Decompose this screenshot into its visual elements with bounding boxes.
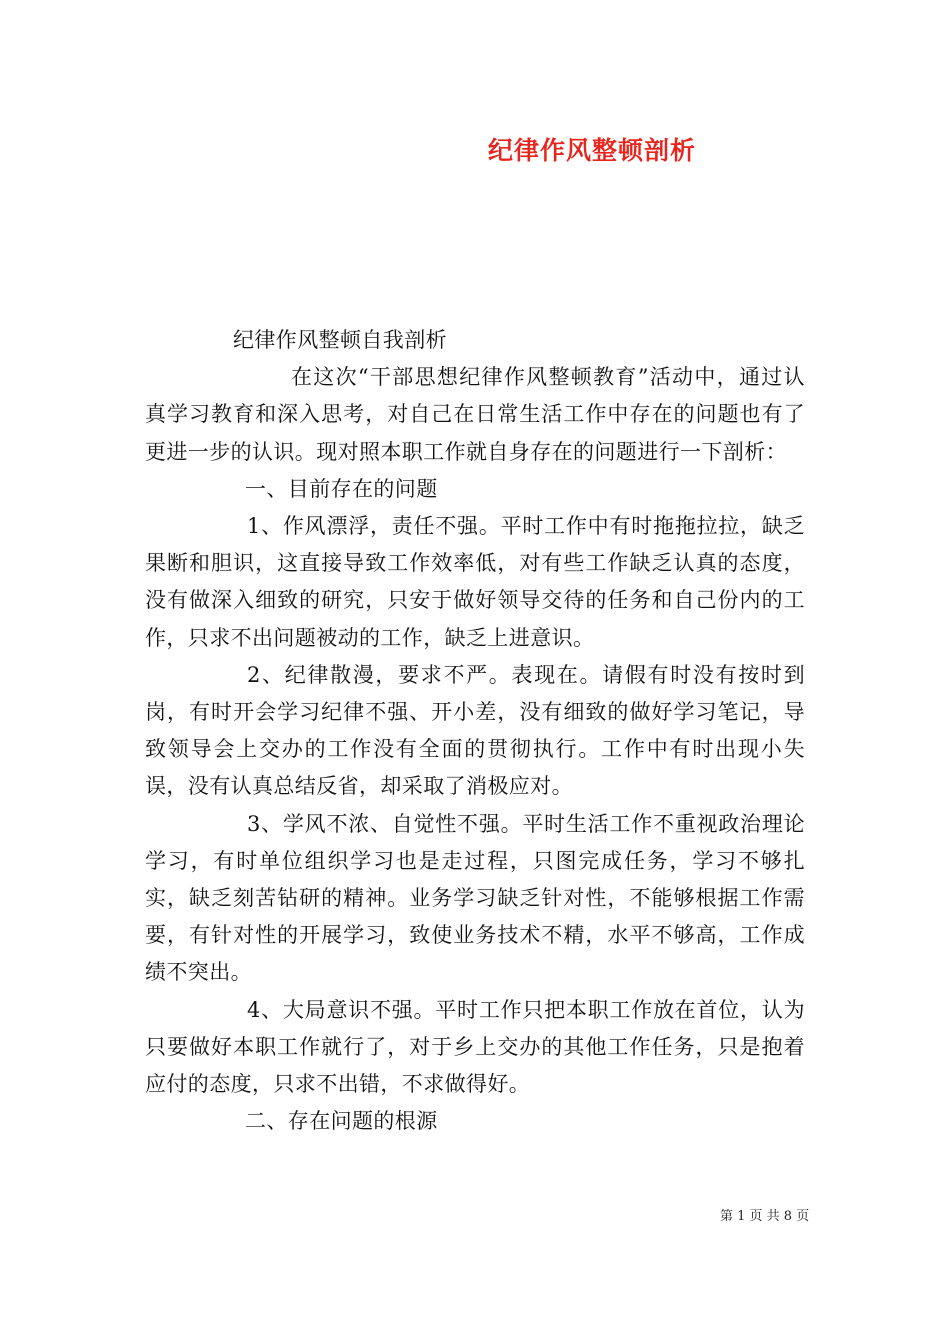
section-heading-problems: 一、目前存在的问题 [245,476,438,501]
intro-paragraph: 在这次“干部思想纪律作风整顿教育”活动中，通过认真学习教育和深入思考，对自己在日常生活工作中存在的问题也有了更进一步的认识。现对照本职工作就自身存在的问题进行一下剖析： [145,365,805,464]
problem-item-3: 3、学风不浓、自觉性不强。平时生活工作不重视政治理论学习，有时单位组织学习也是走过程，只图完成任务，学习不够扎实，缺乏刻苦钻研的精神。业务学习缺乏针对性，不能够根据工作需要，有针对性的开展学习，致使业务技术不精，水平不够高，工作成绩不突出。 [145,811,805,985]
document-body [145,322,805,1140]
document-subtitle: 纪律作风整顿自我剖析 [233,328,447,352]
problem-item-2: 2、纪律散漫，要求不严。表现在。请假有时没有按时到岗，有时开会学习纪律不强、开小差，没有细致的做好学习笔记，导致领导会上交办的工作没有全面的贯彻执行。工作中有时出现小失误，没有认真总结反省，却采取了消极应对。 [145,662,805,799]
problem-item-1: 1、作风漂浮，责任不强。平时工作中有时拖拖拉拉，缺乏果断和胆识，这直接导致工作效率低，对有些工作缺乏认真的态度，没有做深入细致的研究，只安于做好领导交待的任务和自己份内的工作，只求不出问题被动的工作，缺乏上进意识。 [145,514,805,650]
document-title: 纪律作风整顿剖析 [488,136,697,165]
page-number: 第 1 页 共 8 页 [720,1209,810,1224]
section-heading-roots: 二、存在问题的根源 [245,1109,438,1134]
problem-item-4: 4、大局意识不强。平时工作只把本职工作放在首位，认为只要做好本职工作就行了，对于乡上交办的其他工作任务，只是抱着应付的态度，只求不出错，不求做得好。 [145,997,805,1097]
